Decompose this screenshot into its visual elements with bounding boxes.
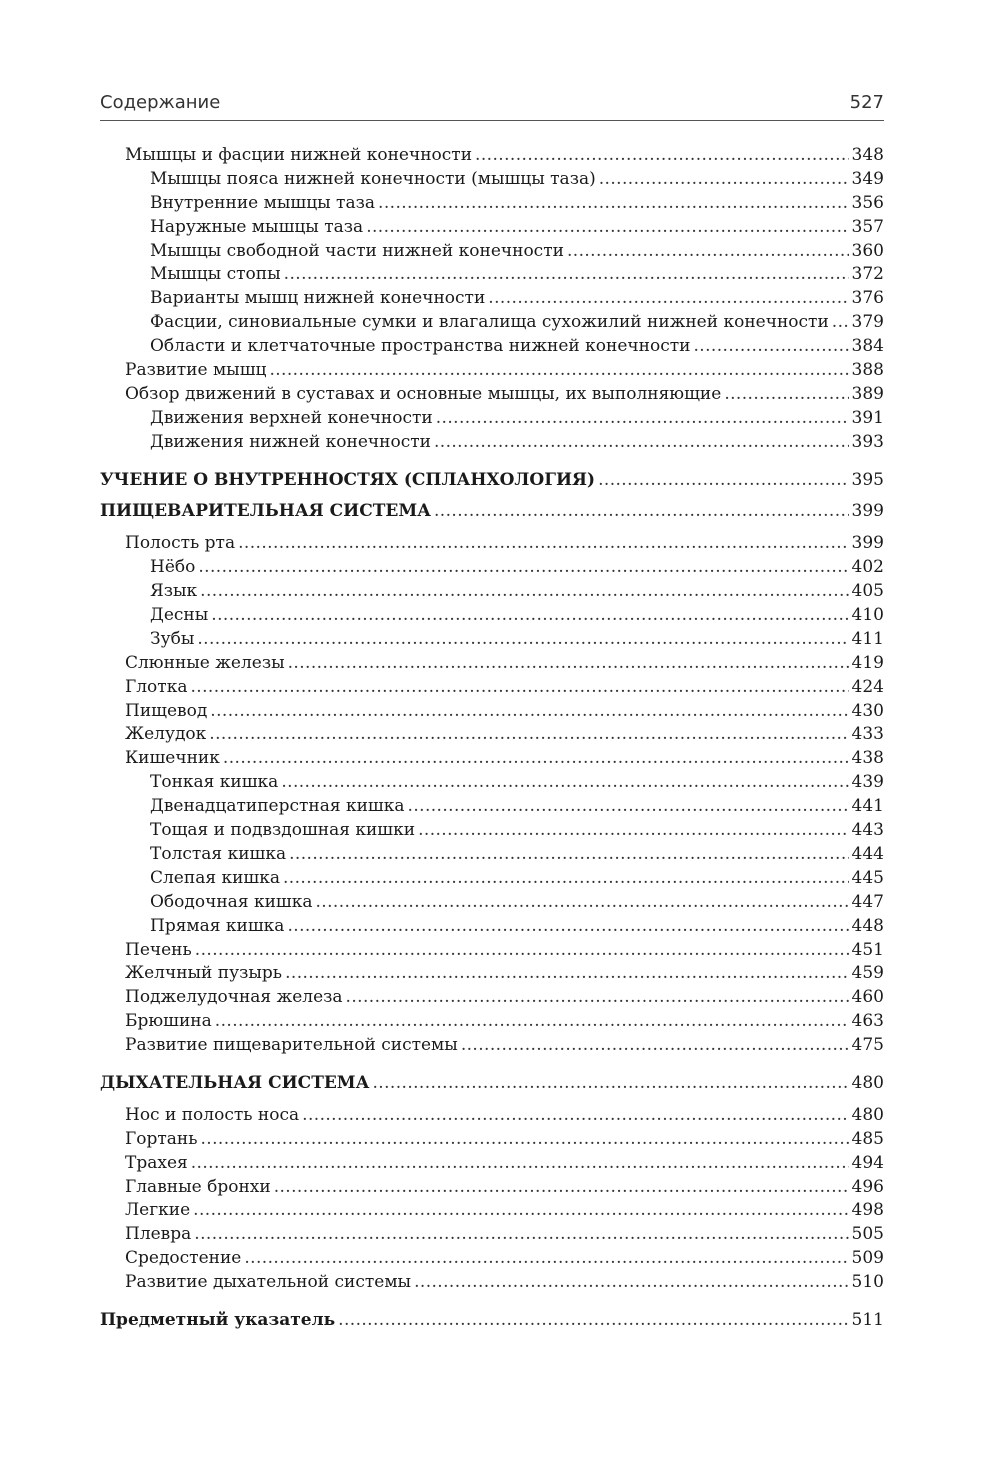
dot-leader (366, 216, 848, 240)
toc-entry-page: 389 (851, 383, 884, 404)
toc-entry-page: 485 (851, 1128, 884, 1149)
toc-entry (100, 287, 884, 311)
toc-entry-title: Язык (150, 581, 198, 602)
toc-entry-page: 460 (851, 987, 884, 1008)
toc-entry-title: Предметный указатель (100, 1309, 336, 1330)
toc-entry (100, 1271, 884, 1295)
toc-entry (100, 747, 884, 771)
toc-entry-page: 463 (851, 1011, 884, 1032)
toc-entry-title: Области и клетчаточные пространства нижней конечности (150, 336, 691, 357)
toc-entry-page: 430 (851, 700, 884, 721)
toc-entry (100, 556, 884, 580)
toc-entry-title: Гортань (125, 1128, 198, 1149)
toc-entry (100, 580, 884, 604)
toc-entry-page: 393 (851, 431, 884, 452)
toc-entry (100, 843, 884, 867)
toc-entry-title: Мышцы свободной части нижней конечности (150, 240, 564, 261)
toc-entry-title: Поджелудочная железа (125, 987, 343, 1008)
dot-leader (193, 1199, 848, 1223)
toc-entry (100, 1247, 884, 1271)
toc-entry (100, 1128, 884, 1152)
toc-entry-page: 411 (851, 628, 884, 649)
dot-leader (302, 1104, 848, 1128)
toc-entry-page: 441 (851, 796, 884, 817)
toc-entry-page: 447 (851, 891, 884, 912)
dot-leader (408, 795, 849, 819)
toc-entry-title: Пищевод (125, 700, 208, 721)
toc-entry (100, 431, 884, 455)
toc-entry-page: 424 (851, 676, 884, 697)
toc-entry-page: 384 (851, 336, 884, 357)
toc-entry-title: Глотка (125, 676, 188, 697)
toc-entry-title: ДЫХАТЕЛЬНАЯ СИСТЕМА (100, 1072, 370, 1093)
toc-entry-title: Тощая и подвздошная кишки (150, 820, 416, 841)
toc-entry-page: 379 (851, 312, 884, 333)
toc-entry (100, 263, 884, 287)
dot-leader (599, 168, 849, 192)
toc-entry-title: Обзор движений в суставах и основные мышцы, их выполняющие (125, 383, 722, 404)
toc-entry-page: 410 (851, 605, 884, 626)
toc-entry-title: Печень (125, 939, 192, 960)
toc-entry-page: 356 (851, 192, 884, 213)
toc-entry-title: Прямая кишка (150, 915, 285, 936)
toc-entry-page: 399 (851, 501, 884, 522)
toc-entry-title: Нос и полость носа (125, 1104, 300, 1125)
dot-leader (418, 819, 848, 843)
toc-entry (100, 383, 884, 407)
toc-entry-title: Внутренние мышцы таза (150, 192, 376, 213)
toc-entry-title: Толстая кишка (150, 843, 287, 864)
toc-entry-page: 439 (851, 772, 884, 793)
toc-entry (100, 192, 884, 216)
toc-entry-page: 509 (851, 1248, 884, 1269)
toc-entry-page: 498 (851, 1200, 884, 1221)
toc-entry (100, 168, 884, 192)
dot-leader (200, 580, 848, 604)
toc-entry (100, 915, 884, 939)
toc-entry-page: 395 (851, 469, 884, 490)
toc-entry-page: 438 (851, 748, 884, 769)
table-of-contents (100, 144, 884, 1333)
toc-entry-title: ПИЩЕВАРИТЕЛЬНАЯ СИСТЕМА (100, 501, 431, 522)
toc-entry (100, 1199, 884, 1223)
toc-entry-page: 348 (851, 145, 884, 165)
toc-entry-page: 405 (851, 581, 884, 602)
toc-entry (100, 335, 884, 359)
toc-entry (100, 216, 884, 240)
dot-leader (414, 1271, 848, 1295)
header-title: Содержание (100, 92, 221, 113)
toc-section-entry (100, 469, 884, 493)
dot-leader (190, 676, 848, 700)
dot-leader (284, 263, 849, 287)
toc-entry-page: 357 (851, 216, 884, 237)
toc-entry-page: 510 (851, 1272, 884, 1293)
toc-entry (100, 819, 884, 843)
dot-leader (436, 407, 849, 431)
toc-entry-page: 496 (851, 1176, 884, 1197)
toc-entry-page: 443 (851, 820, 884, 841)
dot-leader (832, 311, 849, 335)
dot-leader (287, 915, 848, 939)
toc-entry (100, 652, 884, 676)
toc-entry (100, 532, 884, 556)
toc-entry-title: Развитие дыхательной системы (125, 1272, 412, 1293)
dot-leader (285, 962, 848, 986)
toc-entry-title: Полость рта (125, 533, 236, 554)
toc-entry-title: Зубы (150, 628, 195, 649)
dot-leader (288, 652, 849, 676)
toc-entry (100, 628, 884, 652)
toc-entry-title: Средостение (125, 1248, 242, 1269)
toc-entry-title: Мышцы стопы (150, 264, 281, 285)
dot-leader (434, 500, 849, 524)
toc-entry (100, 1034, 884, 1058)
toc-entry (100, 359, 884, 383)
toc-entry (100, 240, 884, 264)
dot-leader (724, 383, 848, 407)
toc-entry-page: 475 (851, 1035, 884, 1056)
dot-leader (338, 1309, 848, 1333)
toc-entry (100, 1104, 884, 1128)
dot-leader (191, 1152, 849, 1176)
toc-entry-title: Легкие (125, 1200, 191, 1221)
dot-leader (238, 532, 848, 556)
toc-entry-title: Развитие пищеварительной системы (125, 1035, 458, 1056)
toc-entry (100, 1176, 884, 1200)
dot-leader (195, 939, 849, 963)
dot-leader (211, 604, 848, 628)
toc-section-entry (100, 1309, 884, 1333)
toc-entry-page: 391 (851, 407, 884, 428)
dot-leader (269, 359, 848, 383)
dot-leader (488, 287, 848, 311)
toc-entry (100, 700, 884, 724)
toc-entry-page: 402 (851, 557, 884, 578)
toc-entry-page: 349 (851, 168, 884, 189)
toc-entry-page: 376 (851, 288, 884, 309)
toc-entry-title: Двенадцатиперстная кишка (150, 796, 405, 817)
dot-leader (198, 556, 848, 580)
toc-entry (100, 771, 884, 795)
dot-leader (315, 891, 848, 915)
toc-entry (100, 1152, 884, 1176)
dot-leader (461, 1034, 849, 1058)
toc-entry-title: Желчный пузырь (125, 963, 283, 984)
dot-leader (693, 335, 848, 359)
toc-entry-page: 480 (851, 1104, 884, 1125)
toc-entry-title: Развитие мышц (125, 360, 267, 381)
toc-entry-page: 459 (851, 963, 884, 984)
toc-entry-page: 360 (851, 240, 884, 261)
toc-entry-page: 505 (851, 1224, 884, 1245)
toc-entry-page: 444 (851, 843, 884, 864)
toc-entry (100, 1010, 884, 1034)
toc-entry-page: 451 (851, 939, 884, 960)
toc-entry-title: Мышцы и фасции нижней конечности (125, 145, 473, 165)
toc-entry (100, 407, 884, 431)
toc-entry-title: Слюнные железы (125, 652, 285, 673)
toc-entry-page: 388 (851, 360, 884, 381)
toc-entry (100, 891, 884, 915)
dot-leader (378, 192, 849, 216)
toc-entry-title: Главные бронхи (125, 1176, 271, 1197)
toc-entry-title: Плевра (125, 1224, 192, 1245)
toc-entry (100, 939, 884, 963)
toc-section-entry (100, 1072, 884, 1096)
toc-entry (100, 144, 884, 168)
running-header (100, 92, 884, 121)
toc-entry (100, 1223, 884, 1247)
toc-entry-page: 399 (851, 533, 884, 554)
toc-entry-title: Фасции, синовиальные сумки и влагалища сухожилий нижней конечности (150, 312, 829, 333)
toc-entry-title: Слепая кишка (150, 867, 280, 888)
dot-leader (598, 469, 848, 493)
dot-leader (567, 240, 849, 264)
toc-entry-title: Наружные мышцы таза (150, 216, 364, 237)
dot-leader (215, 1010, 849, 1034)
toc-entry-title: Брюшина (125, 1011, 212, 1032)
toc-entry (100, 962, 884, 986)
toc-entry-title: Желудок (125, 724, 207, 745)
dot-leader (434, 431, 849, 455)
toc-entry-page: 445 (851, 867, 884, 888)
toc-entry-title: Кишечник (125, 748, 220, 769)
dot-leader (201, 1128, 849, 1152)
toc-entry (100, 867, 884, 891)
toc-entry-title: Ободочная кишка (150, 891, 313, 912)
toc-entry (100, 795, 884, 819)
dot-leader (223, 747, 849, 771)
toc-entry (100, 311, 884, 335)
toc-entry (100, 723, 884, 747)
dot-leader (197, 628, 848, 652)
dot-leader (289, 843, 848, 867)
dot-leader (244, 1247, 848, 1271)
dot-leader (209, 723, 848, 747)
toc-entry-title: Нёбо (150, 557, 196, 578)
toc-entry-page: 448 (851, 915, 884, 936)
toc-entry-title: Мышцы пояса нижней конечности (мышцы таза) (150, 168, 596, 189)
dot-leader (194, 1223, 848, 1247)
dot-leader (475, 144, 849, 168)
header-page-number: 527 (849, 92, 884, 113)
toc-entry-title: Трахея (125, 1152, 188, 1173)
dot-leader (281, 771, 848, 795)
toc-entry (100, 676, 884, 700)
dot-leader (283, 867, 849, 891)
toc-entry (100, 986, 884, 1010)
toc-entry-page: 494 (851, 1152, 884, 1173)
dot-leader (372, 1072, 848, 1096)
toc-entry-page: 372 (851, 264, 884, 285)
toc-entry-title: Десны (150, 605, 209, 626)
dot-leader (274, 1176, 849, 1200)
toc-entry-title: УЧЕНИЕ О ВНУТРЕННОСТЯХ (СПЛАНХОЛОГИЯ) (100, 469, 596, 490)
toc-entry-title: Варианты мышц нижней конечности (150, 288, 486, 309)
toc-entry-title: Тонкая кишка (150, 772, 279, 793)
toc-entry-title: Движения нижней конечности (150, 431, 431, 452)
toc-entry-page: 419 (851, 652, 884, 673)
toc-entry (100, 604, 884, 628)
toc-entry-page: 511 (851, 1309, 884, 1330)
toc-section-entry (100, 500, 884, 524)
toc-entry-page: 433 (851, 724, 884, 745)
toc-entry-page: 480 (851, 1072, 884, 1093)
dot-leader (210, 700, 848, 724)
dot-leader (346, 986, 849, 1010)
toc-entry-title: Движения верхней конечности (150, 407, 433, 428)
